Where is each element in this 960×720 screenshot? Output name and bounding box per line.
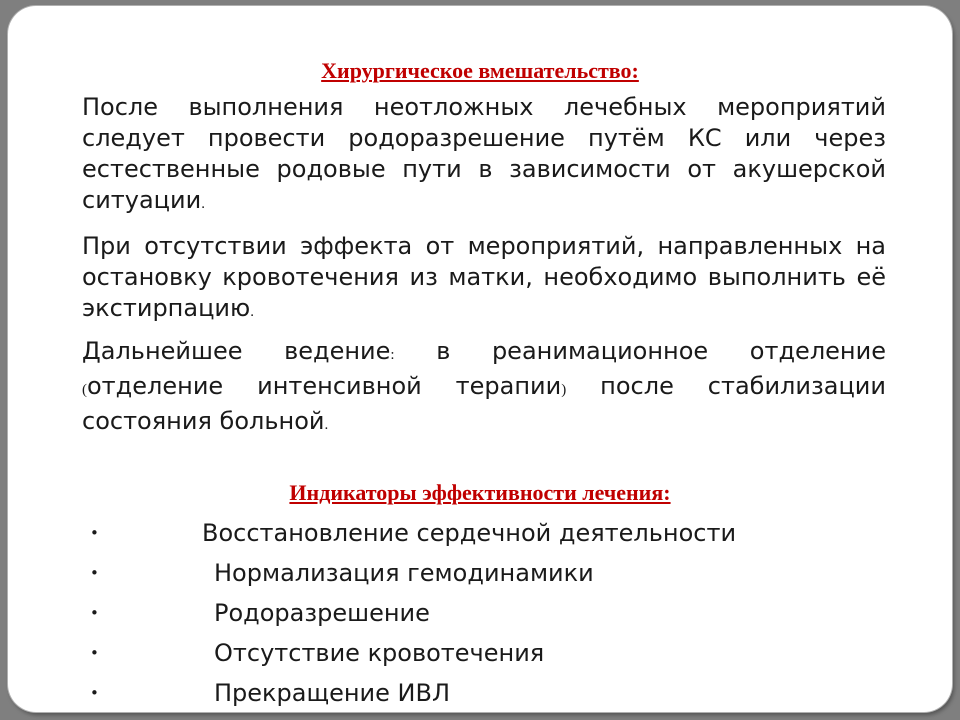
bullet-icon: •	[90, 564, 99, 582]
heading-effectiveness-indicators: Индикаторы эффективности лечения:	[289, 480, 671, 505]
paragraph-further-management	[82, 336, 886, 441]
bullet-icon: •	[90, 604, 99, 622]
bullet-icon: •	[90, 524, 99, 542]
further-management-close-paren: )	[561, 382, 567, 398]
paragraph-extirpation-period: .	[250, 304, 254, 320]
further-management-period: .	[324, 417, 329, 433]
paragraph-delivery-text: После выполнения неотложных лечебных мероприятий следует провести родоразрешение путём КС или через естественные родовые пути в зависимости от акушерской ситуации	[82, 93, 886, 214]
paragraph-extirpation	[82, 231, 886, 328]
indicator-text: Отсутствие кровотечения	[214, 639, 545, 667]
paragraph-delivery-period: .	[201, 196, 205, 212]
paragraph-delivery	[82, 92, 886, 220]
indicator-text: Прекращение ИВЛ	[214, 679, 451, 707]
paragraph-extirpation-text: При отсутствии эффекта от мероприятий, направленных на остановку кровотечения из матки, необходимо выполнить её экстирпацию	[82, 232, 886, 322]
bullet-icon: •	[90, 684, 99, 702]
further-management-colon: :	[390, 347, 395, 363]
indicator-text: Нормализация гемодинамики	[214, 559, 594, 587]
heading-surgical-intervention: Хирургическое вмешательство:	[321, 58, 639, 83]
slide	[8, 6, 952, 712]
further-management-inner: отделение интенсивной терапии	[87, 372, 562, 400]
indicator-text: Восстановление сердечной деятельности	[202, 519, 737, 547]
further-management-label: Дальнейшее ведение	[82, 337, 391, 365]
further-management-open-paren: (	[82, 382, 87, 398]
further-management-mid: в реанимационное отделение	[394, 337, 886, 365]
further-management-rest: после стабилизации состояния больной	[82, 372, 886, 435]
indicator-text: Родоразрешение	[214, 599, 430, 627]
bullet-icon: •	[90, 644, 99, 662]
